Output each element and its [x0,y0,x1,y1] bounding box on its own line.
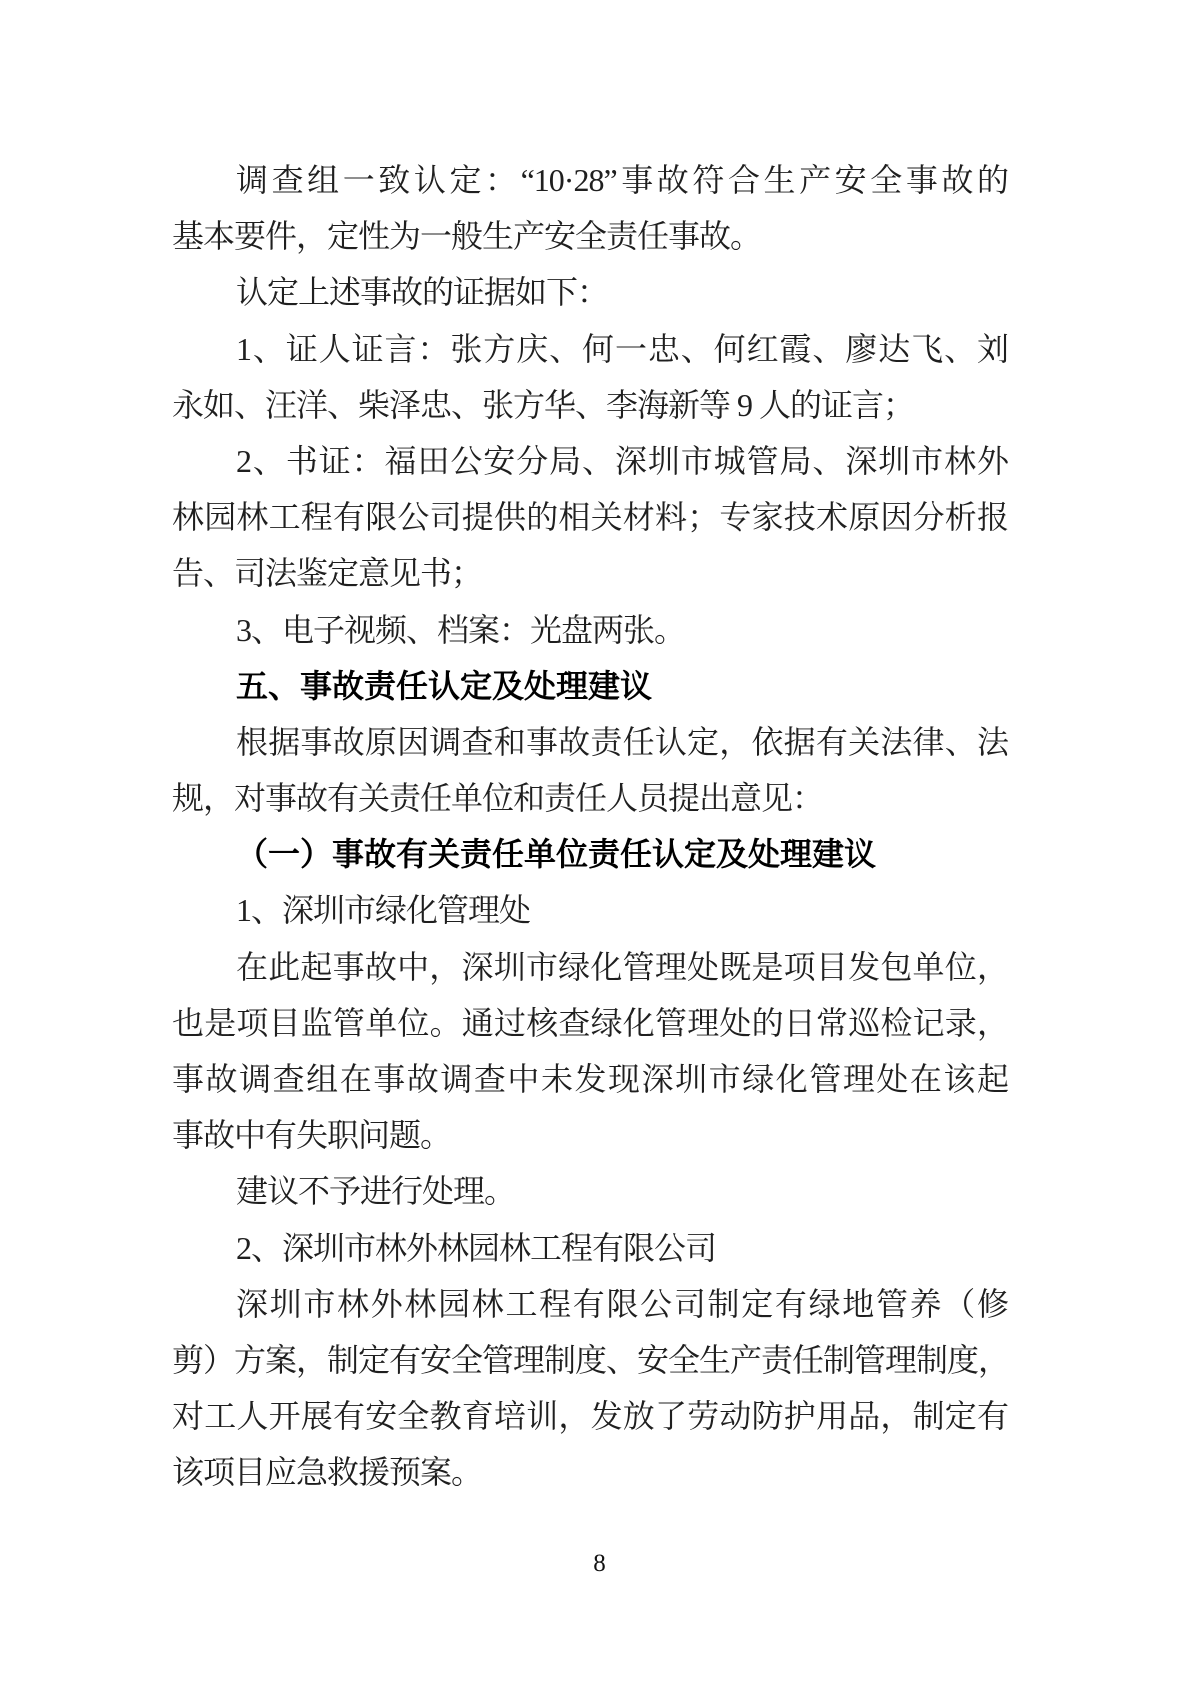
page-number: 8 [593,1550,606,1577]
subsection-heading: （一）事故有关责任单位责任认定及处理建议 [236,836,877,873]
section-heading: 五、事故责任认定及处理建议 [236,667,653,704]
text-line: 对工人开展有安全教育培训，发放了劳动防护用品，制定有 [172,1398,1008,1435]
text-line: 2、深圳市林外林园林工程有限公司 [236,1229,717,1266]
text-line: 认定上述事故的证据如下： [236,274,609,311]
text-line: 规，对事故有关责任单位和责任人员提出意见： [172,780,824,817]
text-line: 在此起事故中，深圳市绿化管理处既是项目发包单位， [236,948,1008,985]
document-body [172,152,1008,1501]
text-line: 告、司法鉴定意见书； [172,555,483,592]
text-line: 2、书证：福田公安分局、深圳市城管局、深圳市林外 [236,442,1008,479]
text-line: 也是项目监管单位。通过核查绿化管理处的日常巡检记录， [172,1004,1008,1041]
text-line: 该项目应急救援预案。 [172,1454,483,1491]
text-line: 事故调查组在事故调查中未发现深圳市绿化管理处在该起 [172,1061,1008,1097]
text-line: 剪）方案，制定有安全管理制度、安全生产责任制管理制度， [172,1341,1010,1378]
text-line: 基本要件，定性为一般生产安全责任事故。 [172,218,762,255]
text-line: 调查组一致认定：“10·28”事故符合生产安全事故的 [236,162,1008,198]
text-line: 永如、汪洋、柴泽忠、张方华、李海新等 9 人的证言； [172,386,915,423]
text-line: 1、深圳市绿化管理处 [236,892,531,929]
text-line: 深圳市林外林园林工程有限公司制定有绿地管养（修 [236,1285,1008,1322]
text-line: 林园林工程有限公司提供的相关材料；专家技术原因分析报 [172,499,1008,536]
text-line: 根据事故原因调查和事故责任认定，依据有关法律、法 [236,723,1008,760]
text-line: 建议不予进行处理。 [236,1173,516,1210]
text-line: 1、证人证言：张方庆、何一忠、何红霞、廖达飞、刘 [236,330,1008,367]
text-line: 3、电子视频、档案：光盘两张。 [236,611,686,648]
text-line: 事故中有失职问题。 [172,1117,452,1154]
